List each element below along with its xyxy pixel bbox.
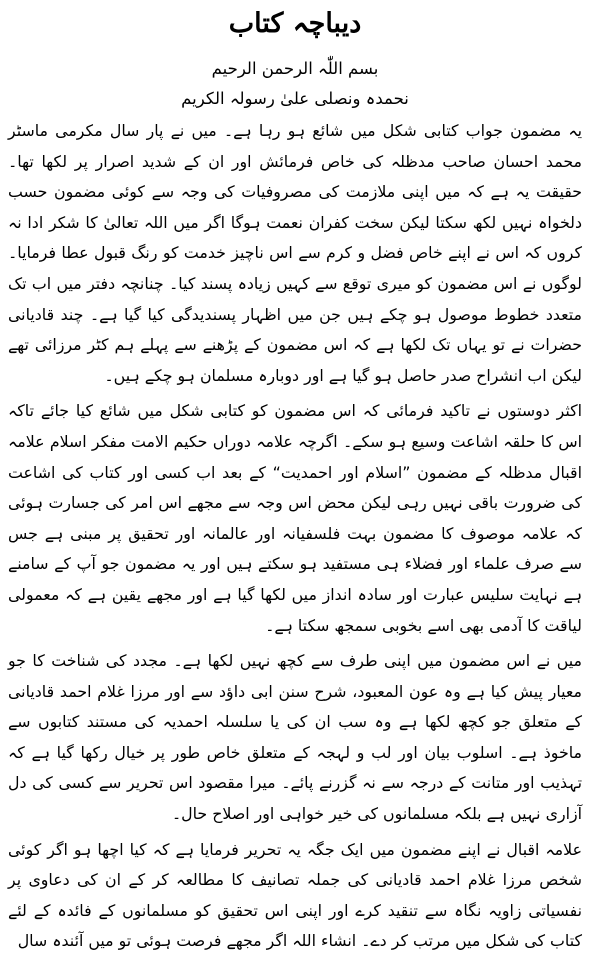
paragraph-2: اکثر دوستوں نے تاکید فرمائی کہ اس مضمون کو کتابی شکل میں شائع کیا جائے تاکہ اس کا حلقہ اشاعت وسیع ہو سکے۔ اگرچہ علامہ دوراں حکیم الامت مفکر اسلام علامہ اقبال مدظلہ کے مضمون ”اسلام اور احمدیت“ کے بعد اب کسی اور کتاب کی اشاعت کی ضرورت باقی نہیں رہی لیکن محض اس وجہ سے مجھے اس امر کی جسارت ہوئی کہ علامہ موصوف کا مضمون بہت فلسفیانہ اور عالمانہ اور تحقیق پر مبنی ہے جس سے صرف علماء اور فضلاء ہی مستفید ہو سکتے ہیں اور یہ مضمون جو آپ کے سامنے ہے نہایت سلیس عبارت اور سادہ انداز میں لکھا گیا ہے اور مجھے یقین ہے کہ معمولی لیاقت کا آدمی بھی اسے بخوبی سمجھ سکتا ہے۔ — [8, 401, 582, 635]
paragraph-1: یہ مضمون جواب کتابی شکل میں شائع ہو رہا ہے۔ میں نے پار سال مکرمی ماسٹر محمد احسان صاحب مدظلہ کی خاص فرمائش اور ان کے شدید اصرار پر لکھا تھا۔ حقیقت یہ ہے کہ میں اپنی ملازمت کی مصروفیات کی وجہ سے کوئی مضمون حسب دلخواہ نہیں لکھ سکتا لیکن سخت کفران نعمت ہوگا اگر میں اللہ تعالیٰ کا شکر ادا نہ کروں کہ اس نے اپنے خاص فضل و کرم سے اس ناچیز خدمت کو رنگ قبول عطا فرمایا۔ لوگوں نے اس مضمون کو میری توقع سے کہیں زیادہ پسند کیا۔ چنانچہ دفتر میں اب تک متعدد خطوط موصول ہو چکے ہیں جن میں اظہار پسندیدگی کیا گیا ہے۔ چند قادیانی حضرات نے تو یہاں تک لکھا ہے کہ اس مضمون کے پڑھنے سے پہلے ہم کٹر مرزائی تھے لیکن اب انشراح صدر حاصل ہو گیا ہے اور دوبارہ مسلمان ہو چکے ہیں۔ — [8, 121, 582, 385]
bismillah-line: بسم اللّٰہ الرحمن الرحیم — [211, 59, 379, 78]
paragraph-4: علامہ اقبال نے اپنے مضمون میں ایک جگہ یہ تحریر فرمایا ہے کہ کیا اچھا ہو اگر کوئی شخص مرزا غلام احمد قادیانی کی جملہ تصانیف کا مطالعہ کر کے ان کی دعاوی پر نفسیاتی زاویہ نگاہ سے تنقید کرے اور اپنی اس تحقیق کو مسلمانوں کے فائدہ کے لئے کتاب کی شکل میں مرتب کر دے۔ انشاء اللہ اگر مجھے فرصت ہوئی تو میں آئندہ سال — [8, 839, 582, 951]
paragraph-3: میں نے اس مضمون میں اپنی طرف سے کچھ نہیں لکھا ہے۔ مجدد کی شناخت کا جو معیار پیش کیا ہے وہ عون المعبود، شرح سنن ابی داؤد سے اور مرزا غلام احمد قادیانی کے متعلق جو کچھ لکھا ہے وہ سب ان کی یا سلسلہ احمدیہ کی مستند کتابوں سے ماخوذ ہے۔ اسلوب بیان اور لب و لہجہ کے متعلق خاص طور پر خیال رکھا گیا ہے کہ تہذیب اور متانت کے درجہ سے نہ گزرنے پائے۔ میرا مقصود اس تحریر سے کسی کی دل آزاری نہیں ہے بلکہ مسلمانوں کی خیر خواہی اور اصلاح حال۔ — [8, 651, 582, 824]
doxology-line: نحمدہ ونصلی علیٰ رسولہ الکریم — [181, 89, 409, 108]
page-title: دیباچہ کتاب — [228, 8, 362, 39]
